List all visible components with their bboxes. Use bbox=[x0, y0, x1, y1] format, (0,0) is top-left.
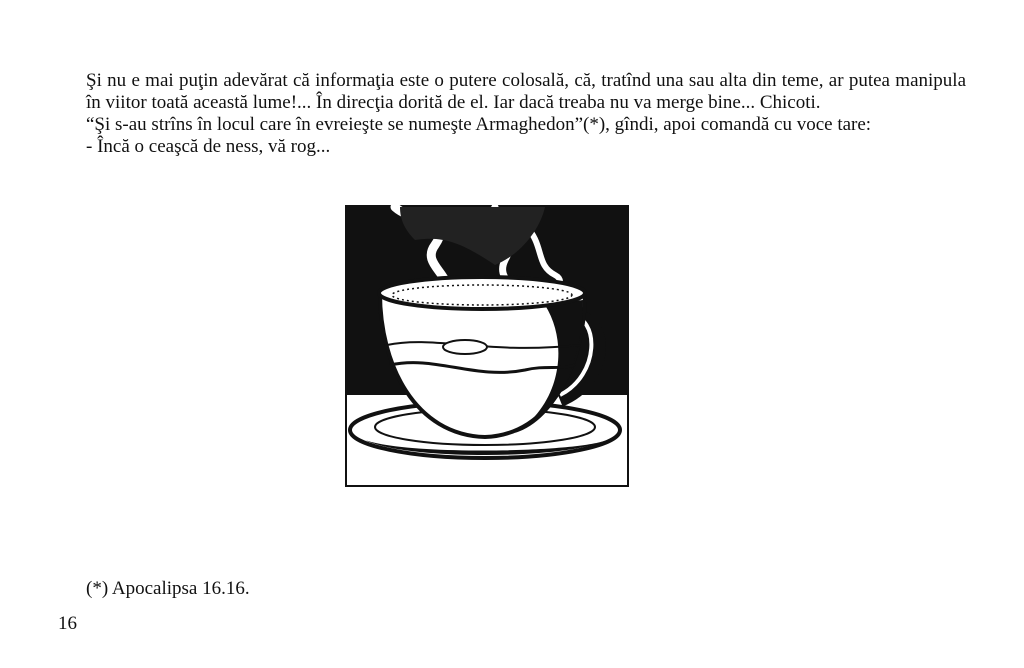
paragraph-1: Şi nu e mai puţin adevărat că informaţia este o putere colosală, că, tratînd una sau alta din teme, ar putea manipula în viitor toată această lume!... În direcţia dorită de el. Iar dacă treaba nu va merge bine... Chicoti. bbox=[86, 70, 966, 113]
paragraph-3: - Încă o ceaşcă de ness, vă rog... bbox=[86, 136, 331, 157]
coffee-cup-icon bbox=[345, 205, 629, 487]
body-text bbox=[86, 70, 966, 158]
page-number: 16 bbox=[58, 613, 77, 634]
footnote: (*) Apocalipsa 16.16. bbox=[86, 578, 250, 599]
paragraph-2: “Şi s-au strîns în locul care în evreieşte se numeşte Armaghedon”(*), gîndi, apoi comandă cu voce tare: bbox=[86, 114, 872, 135]
coffee-cup-illustration bbox=[345, 205, 629, 487]
